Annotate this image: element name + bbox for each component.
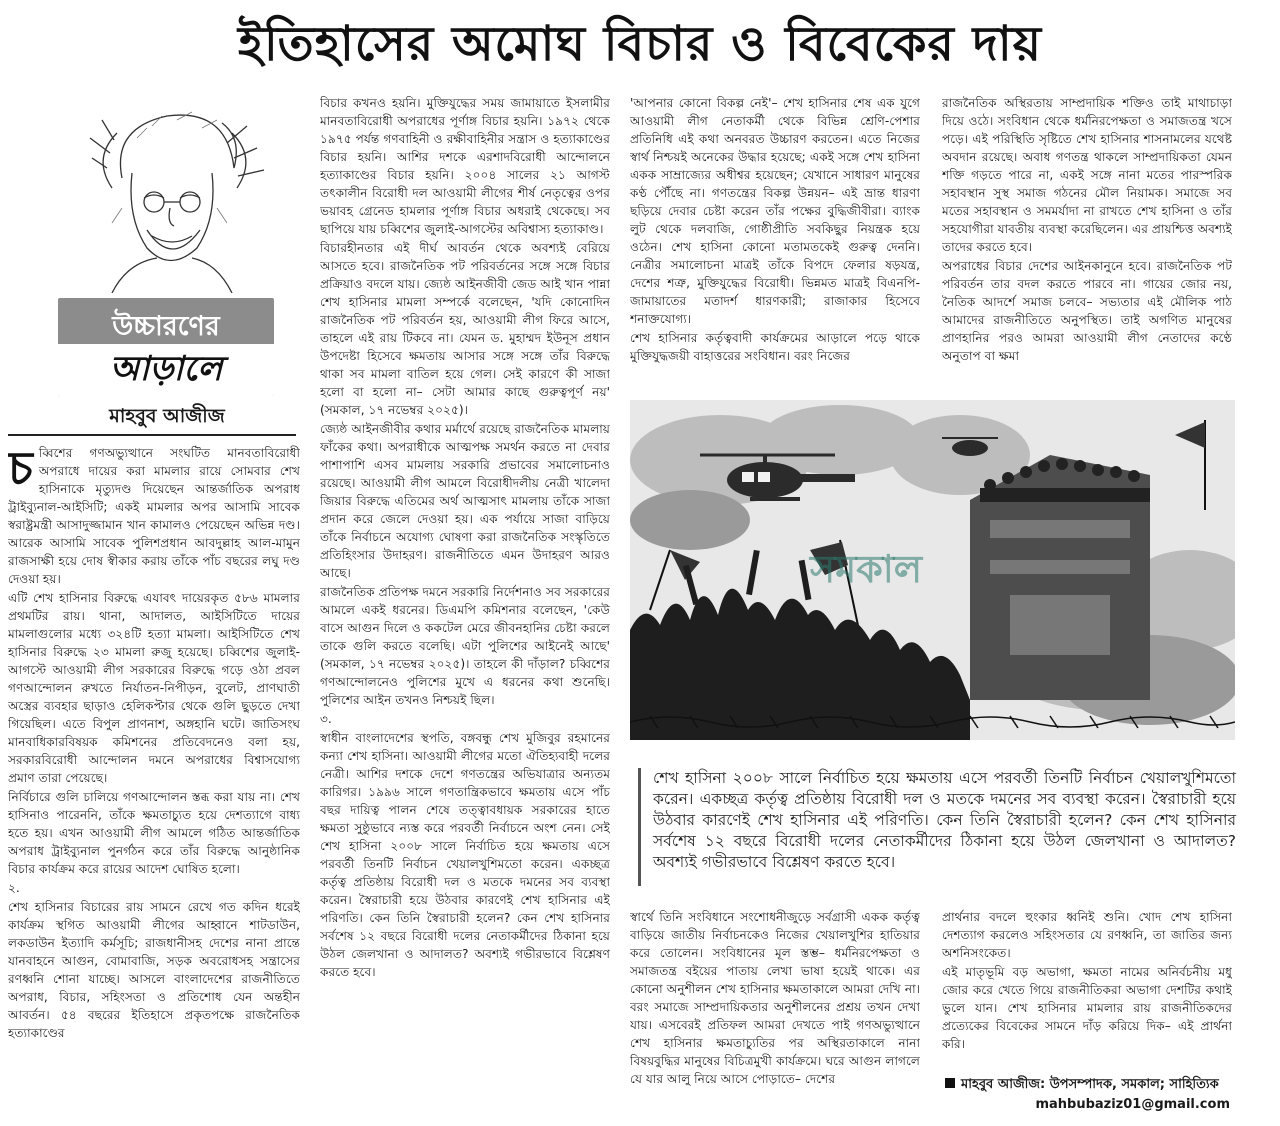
section-number: ২. <box>8 881 20 895</box>
article-illustration <box>630 400 1235 740</box>
pull-quote: শেখ হাসিনা ২০০৮ সালে নির্বাচিত হয়ে ক্ষমতায় এসে পরবর্তী তিনটি নির্বাচন খেয়ালখুশিমতো করেন। একচ্ছত্র কর্তৃত্ব প্রতিষ্ঠায় বিরোধী দল ও মতকে দমনের সব ব্যবস্থা করেন। স্বৈরাচারী হয়ে উঠবার কারণেই শেখ হাসিনার এই পরিণতি। কেন তিনি স্বৈরাচারী হলেন? কেন শেখ হাসিনার সর্বশেষ ১২ বছরে বিরোধী দলের নেতাকর্মীদের ঠিকানা হয়ে উঠল জেলখানা ও আদালত? অবশ্যই গভীরভাবে বিশ্লেষণ করতে হবে। <box>638 768 1236 886</box>
paragraph: শেখ হাসিনার বিচারের রায় সামনে রেখে গত কদিন ধরেই কার্যক্রম স্থগিত আওয়ামী লীগের আহ্বানে শাটডাউন, লকডাউন ইত্যাদি কর্মসূচি; রাজধানীসহ দেশের নানা প্রান্তে যানবাহনে আগুন, বোমাবাজি, সড়ক অবরোধসহ সন্ত্রাসের রণধ্বনি শোনা যাচ্ছে। আসলে বাংলাদেশের রাজনীতিতে অপরাধ, বিচার, সহিংসতা ও প্রতিশোধ যেন অন্তহীন আবর্তন। ৫৪ বছরের ইতিহাসে প্রকৃতপক্ষে রাজনৈতিক হত্যাকাণ্ডের <box>8 900 300 1040</box>
author-portrait <box>52 98 282 293</box>
paragraph: এই মাতৃভূমি বড় অভাগা, ক্ষমতা নামের অনির্বচনীয় মধু জোর করে খেতে গিয়ে রাজনীতিকরা অভাগা দেশটির কথাই ভুলে যান। শেখ হাসিনার মামলার রায় রাজনীতিকদের প্রত্যেকের বিবেকের সামনে দাঁড় করিয়ে দিক– এই প্রার্থনা করি। <box>942 965 1232 1051</box>
paragraph: প্রার্থনার বদলে হুংকার ধ্বনিই শুনি। খোদ শেখ হাসিনা দেশত্যাগ করলেও সহিংসতার যে রণধ্বনি, তা জাতির জন্য অশনিসংকেত। <box>942 910 1232 960</box>
square-bullet-icon <box>945 1078 955 1088</box>
author-signature <box>945 1076 1235 1094</box>
author-byline: মাহবুব আজীজ <box>109 405 225 427</box>
article-column-1 <box>8 444 300 1119</box>
signature-text: মাহবুব আজীজ: উপসম্পাদক, সমকাল; সাহিত্যিক <box>961 1077 1219 1092</box>
paragraph: রাজনৈতিক প্রতিপক্ষ দমনে সরকারি নির্দেশনাও সব সরকারের আমলে একই ধরনের। ডিএমপি কমিশনার বলেছেন, 'কেউ বাসে আগুন দিলে ও ককটেল মেরে জীবনহানির চেষ্টা করলে তাকে গুলি করতে বলেছি। এটা পুলিশের আইনেই আছে' (সমকাল, ১৭ নভেম্বর ২০২৫)। তাহলে কী দাঁড়াল? চব্বিশের গণআন্দোলনেও পুলিশের মুখে এ ধরনের কথা শুনেছি। পুলিশের আইন তখনও নিশ্চয়ই ছিল। <box>320 585 610 707</box>
paragraph: ব্বিশের গণঅভ্যুত্থানে সংঘটিত মানবতাবিরোধী অপরাধে দায়ের করা মামলার রায়ে সোমবার শেখ হাসিনাকে মৃত্যুদণ্ড দিয়েছেন আন্তর্জাতিক অপরাধ ট্রাইব্যুনাল-আইসিটি; একই মামলার অপর আসামি সাবেক স্বরাষ্ট্রমন্ত্রী আসাদুজ্জামান খান কামালও পেয়েছেন অভিন্ন দণ্ড। আরেক আসামি সাবেক পুলিশপ্রধান আবদুল্লাহ আল-মামুন রাজসাক্ষী হয়ে দোষ স্বীকার করায় তাঁকে পাঁচ বছরের লঘু দণ্ড দেওয়া হয়। <box>8 446 300 586</box>
article-column-5 <box>630 908 920 1120</box>
author-email[interactable]: mahbubaziz01@gmail.com <box>1035 1097 1230 1112</box>
paragraph: বিচারহীনতার এই দীর্ঘ আবর্তন থেকে অবশ্যই বেরিয়ে আসতে হবে। রাজনৈতিক পট পরিবর্তনের সঙ্গে সঙ্গে বিচার প্রক্রিয়াও বদলে যায়। জ্যেষ্ঠ আইনজীবী জেড আই খান পান্না শেখ হাসিনার মামলা সম্পর্কে বলেছেন, 'যদি কোনোদিন রাজনৈতিক পট পরিবর্তন হয়, আওয়ামী লীগ ফিরে আসে, তাহলে এই রায় টিকবে না। যেমন ড. মুহাম্মদ ইউনূস প্রধান উপদেষ্টা হিসেবে ক্ষমতায় আসার সঙ্গে সঙ্গে তাঁর বিরুদ্ধে থাকা সব মামলা বাতিল হয়ে গেল। সেই কারণে কী সাজা হলো বা হলো না– সেটা আমার কাছে গুরুত্বপূর্ণ নয়' (সমকাল, ১৭ নভেম্বর ২০২৫)। <box>320 241 610 417</box>
dropcap: চ <box>8 444 33 495</box>
paragraph: বিচার কখনও হয়নি। মুক্তিযুদ্ধের সময় জামায়াতে ইসলামীর মানবতাবিরোধী অপরাধের পূর্ণাঙ্গ বিচার হয়নি। ১৯৭২ থেকে ১৯৭৫ পর্যন্ত গণবাহিনী ও রক্ষীবাহিনীর সন্ত্রাস ও হত্যাকাণ্ডের বিচার হয়নি। আশির দশকে এরশাদবিরোধী আন্দোলনে হত্যাকাণ্ডের বিচার হয়নি। ২০০৪ সালের ২১ আগস্ট তৎকালীন বিরোধী দল আওয়ামী লীগের শীর্ষ নেতৃত্বের ওপর ভয়াবহ গ্রেনেড হামলার পূর্ণাঙ্গ বিচার অধরাই থেকেছে। সব ছাপিয়ে যায় চব্বিশের জুলাই-আগস্টের অবিশ্বাস্য হত্যাকাণ্ড। <box>320 96 610 236</box>
paragraph: রাজনৈতিক অস্থিরতায় সাম্প্রদায়িক শক্তিও তাই মাথাচাড়া দিয়ে ওঠে। সংবিধান থেকে ধর্মনিরপেক্ষতা ও সমাজতন্ত্র খসে পড়ে। এই পরিস্থিতি সৃষ্টিতে শেখ হাসিনার শাসনামলের যথেষ্ট অবদান রয়েছে। অবাধ গণতন্ত্র থাকলে সাম্প্রদায়িকতা যেমন শক্তি গড়তে পারে না, একই সঙ্গে নানা মতের পারস্পরিক সহাবস্থান সুস্থ সমাজ গঠনের মৌল নিয়ামক। সমাজে সব মতের সহাবস্থান ও সমমর্যাদা না রাখতে শেখ হাসিনা ও তাঁর সহযোগীরা যাবতীয় ব্যবস্থা করেছিলেন। এর প্রায়শ্চিত্ত অবশ্যই তাদের করতে হবে। <box>942 96 1232 254</box>
article-column-3 <box>630 94 920 390</box>
article-column-6 <box>942 908 1232 1053</box>
paragraph: স্বার্থে তিনি সংবিধানে সংশোধনীজুড়ে সর্বগ্রাসী একক কর্তৃত্ব বাড়িয়ে জাতীয় নির্বাচনকেও নিজের খেয়ালখুশির হাতিয়ার করে তোলেন। সংবিধানের মূল স্তম্ভ– ধর্মনিরপেক্ষতা ও সমাজতন্ত্র বইয়ের পাতায় লেখা ভাষা হয়েই থাকে। এর কোনো অনুশীলন শেখ হাসিনার ক্ষমতাকালে আমরা দেখি না। বরং সমাজে সাম্প্রদায়িকতার অনুশীলনের প্রশ্রয় তখন দেখা যায়। এসবেরই প্রতিফল আমরা দেখতে পাই গণঅভ্যুত্থানে শেখ হাসিনার ক্ষমতাচ্যুতির পর অস্থিরতাকালে নানা বিষয়বুদ্ধির মানুষের বিচিত্রমুখী কার্যক্রমে। ঘরে আগুন লাগলে যে যার আলু নিয়ে আসে পোড়াতে– দেশের <box>630 910 920 1086</box>
byline-divider <box>8 434 296 436</box>
column-name-bottom: আড়ালে <box>58 344 274 396</box>
paragraph: জ্যেষ্ঠ আইনজীবীর কথার মর্মার্থে রয়েছে রাজনৈতিক মামলায় ফাঁকের কথা। অপরাধীকে আত্মপক্ষ সমর্থন করতে না দেবার পাশাপাশি এসব মামলায় সরকারি প্রভাবের সমালোচনাও রয়েছে। আওয়ামী লীগ আমলে বিরোধীদলীয় নেত্রী খালেদা জিয়ার বিরুদ্ধে এতিমের অর্থ আত্মসাৎ মামলায় তাঁকে সাজা প্রদান করে জেলে দেওয়া হয়। এক পর্যায়ে সাজা বাড়িয়ে তাঁকে নির্বাচনে অযোগ্য ঘোষণা করা রাজনৈতিক সংস্কৃতিতে প্রতিহিংসার উদাহরণ। রাজনীতিতে এমন উদাহরণ আরও আছে। <box>320 422 610 580</box>
paragraph: 'আপনার কোনো বিকল্প নেই'– শেখ হাসিনার শেষ এক যুগে আওয়ামী লীগ নেতাকর্মী থেকে বিভিন্ন শ্রেণি-পেশার প্রতিনিধি এই কথা অনবরত উচ্চারণ করতেন। এতে নিজের স্বার্থ নিশ্চয়ই অনেকের উদ্ধার হয়েছে; একই সঙ্গে শেখ হাসিনা একক সাম্রাজ্যের অধীশ্বর হয়েছেন; যেখানে সাধারণ মানুষের কণ্ঠ পৌঁছে না। গণতন্ত্রের বিকল্প উন্নয়ন– এই ভ্রান্ত ধারণা ছড়িয়ে দেবার চেষ্টা করেন তাঁর পক্ষের বুদ্ধিজীবীরা। ব্যাংক লুট থেকে দলবাজি, গোষ্ঠীপ্রীতি সবকিছুর নিয়ন্ত্রক হয়ে ওঠেন। শেখ হাসিনা কোনো মতামতকেই গুরুত্ব দেননি। নেত্রীর সমালোচনা মাত্রই তাঁকে বিপদে ফেলার ষড়যন্ত্র, দেশের শত্রু, মুক্তিযুদ্ধের বিরোধী। ভিন্নমত মাত্রই বিএনপি-জামায়াতের মতাদর্শ ধারণকারী; রাজাকার হিসেবে শনাক্তযোগ্য। <box>630 96 920 326</box>
section-number: ৩. <box>320 712 332 726</box>
article-column-2 <box>320 94 610 1119</box>
article-column-4 <box>942 94 1232 390</box>
paragraph: শেখ হাসিনার কর্তৃত্ববাদী কার্যক্রমের আড়ালে পড়ে থাকে মুক্তিযুদ্ধজয়ী বাহাত্তরের সংবিধান। বরং নিজের <box>630 331 920 363</box>
paragraph: এটি শেখ হাসিনার বিরুদ্ধে এযাবৎ দায়েরকৃত ৫৮৬ মামলার প্রথমটির রায়। থানা, আদালত, আইসিটিতে দায়ের মামলাগুলোর মধ্যে ৩২৪টি হত্যা মামলা। আইসিটিতে শেখ হাসিনার বিরুদ্ধে ২৩ মামলা রুজু হয়েছে। চব্বিশের জুলাই-আগস্টে আওয়ামী লীগ সরকারের বিরুদ্ধে গড়ে ওঠা প্রবল গণআন্দোলন রুখতে নির্যাতন-নিপীড়ন, বুলেট, প্রাণঘাতী অস্ত্রের ব্যবহার ছাড়াও হেলিকপ্টার থেকে গুলি ছুড়তে দেখা গিয়েছিল। এতে বিপুল প্রাণনাশ, অঙ্গহানি ঘটে। জাতিসংঘ মানবাধিকারবিষয়ক কমিশনের প্রতিবেদনেও বলা হয়, সরকারবিরোধী আন্দোলন দমনে অপরাধের বিশ্বাসযোগ্য প্রমাণ তারা পেয়েছে। <box>8 591 300 785</box>
column-name-top: উচ্চারণের <box>112 311 220 342</box>
paragraph: স্বাধীন বাংলাদেশের স্থপতি, বঙ্গবন্ধু শেখ মুজিবুর রহমানের কন্যা শেখ হাসিনা। আওয়ামী লীগের মতো ঐতিহ্যবাহী দলের নেত্রী। আশির দশকে দেশে গণতন্ত্রের অভিযাত্রার অন্যতম কারিগর। ১৯৯৬ সালে গণতান্ত্রিকভাবে ক্ষমতায় এসে পাঁচ বছর দায়িত্ব পালন শেষে তত্ত্বাবধায়ক সরকারের হাতে ক্ষমতা সুষ্ঠুভাবে ন্যস্ত করে পরবর্তী নির্বাচনে অংশ নেন। সেই শেখ হাসিনা ২০০৮ সালে নির্বাচিত হয়ে ক্ষমতায় এসে পরবর্তী তিনটি নির্বাচন খেয়ালখুশিমতো করেন। একচ্ছত্র কর্তৃত্ব প্রতিষ্ঠায় বিরোধী দল ও মতকে দমনের সব ব্যবস্থা করেন। স্বৈরাচারী হয়ে উঠবার কারণেই শেখ হাসিনার এই পরিণতি। কেন তিনি স্বৈরাচারী হলেন? কেন শেখ হাসিনার সর্বশেষ ১২ বছরে বিরোধী দলের নেতাকর্মীদের ঠিকানা হয়ে উঠল জেলখানা ও আদালত? অবশ্যই গভীরভাবে বিশ্লেষণ করতে হবে। <box>320 731 610 979</box>
watermark-logo: সমকাল <box>810 546 923 591</box>
column-banner <box>58 298 274 396</box>
headline: ইতিহাসের অমোঘ বিচার ও বিবেকের দায় <box>237 16 1043 72</box>
paragraph: নির্বিচারে গুলি চালিয়ে গণআন্দোলন স্তব্ধ করা যায় না। শেখ হাসিনাও পারেননি, তাঁকে ক্ষমতাচ্যুত হয়ে দেশত্যাগে বাধ্য হতে হয়। এখন আওয়ামী লীগ আমলে গঠিত আন্তর্জাতিক অপরাধ ট্রাইব্যুনাল পুনর্গঠন করে তাঁর বিরুদ্ধে আনুষ্ঠানিক বিচার কার্যক্রম করে রায়ের আদেশ ঘোষিত হলো। <box>8 790 300 876</box>
paragraph: অপরাধের বিচার দেশের আইনকানুনে হবে। রাজনৈতিক পট পরিবর্তন তার বদল করতে পারবে না। গায়ের জোর নয়, নৈতিক আদর্শে সমাজ চলবে– সভ্যতার এই মৌলিক পাঠ আমাদের রাজনীতিতে অনুপস্থিত। তাই অগণিত মানুষের প্রাণহানির পরও আমরা আওয়ামী লীগ নেতাদের কণ্ঠে অনুতাপ বা ক্ষমা <box>942 259 1232 363</box>
